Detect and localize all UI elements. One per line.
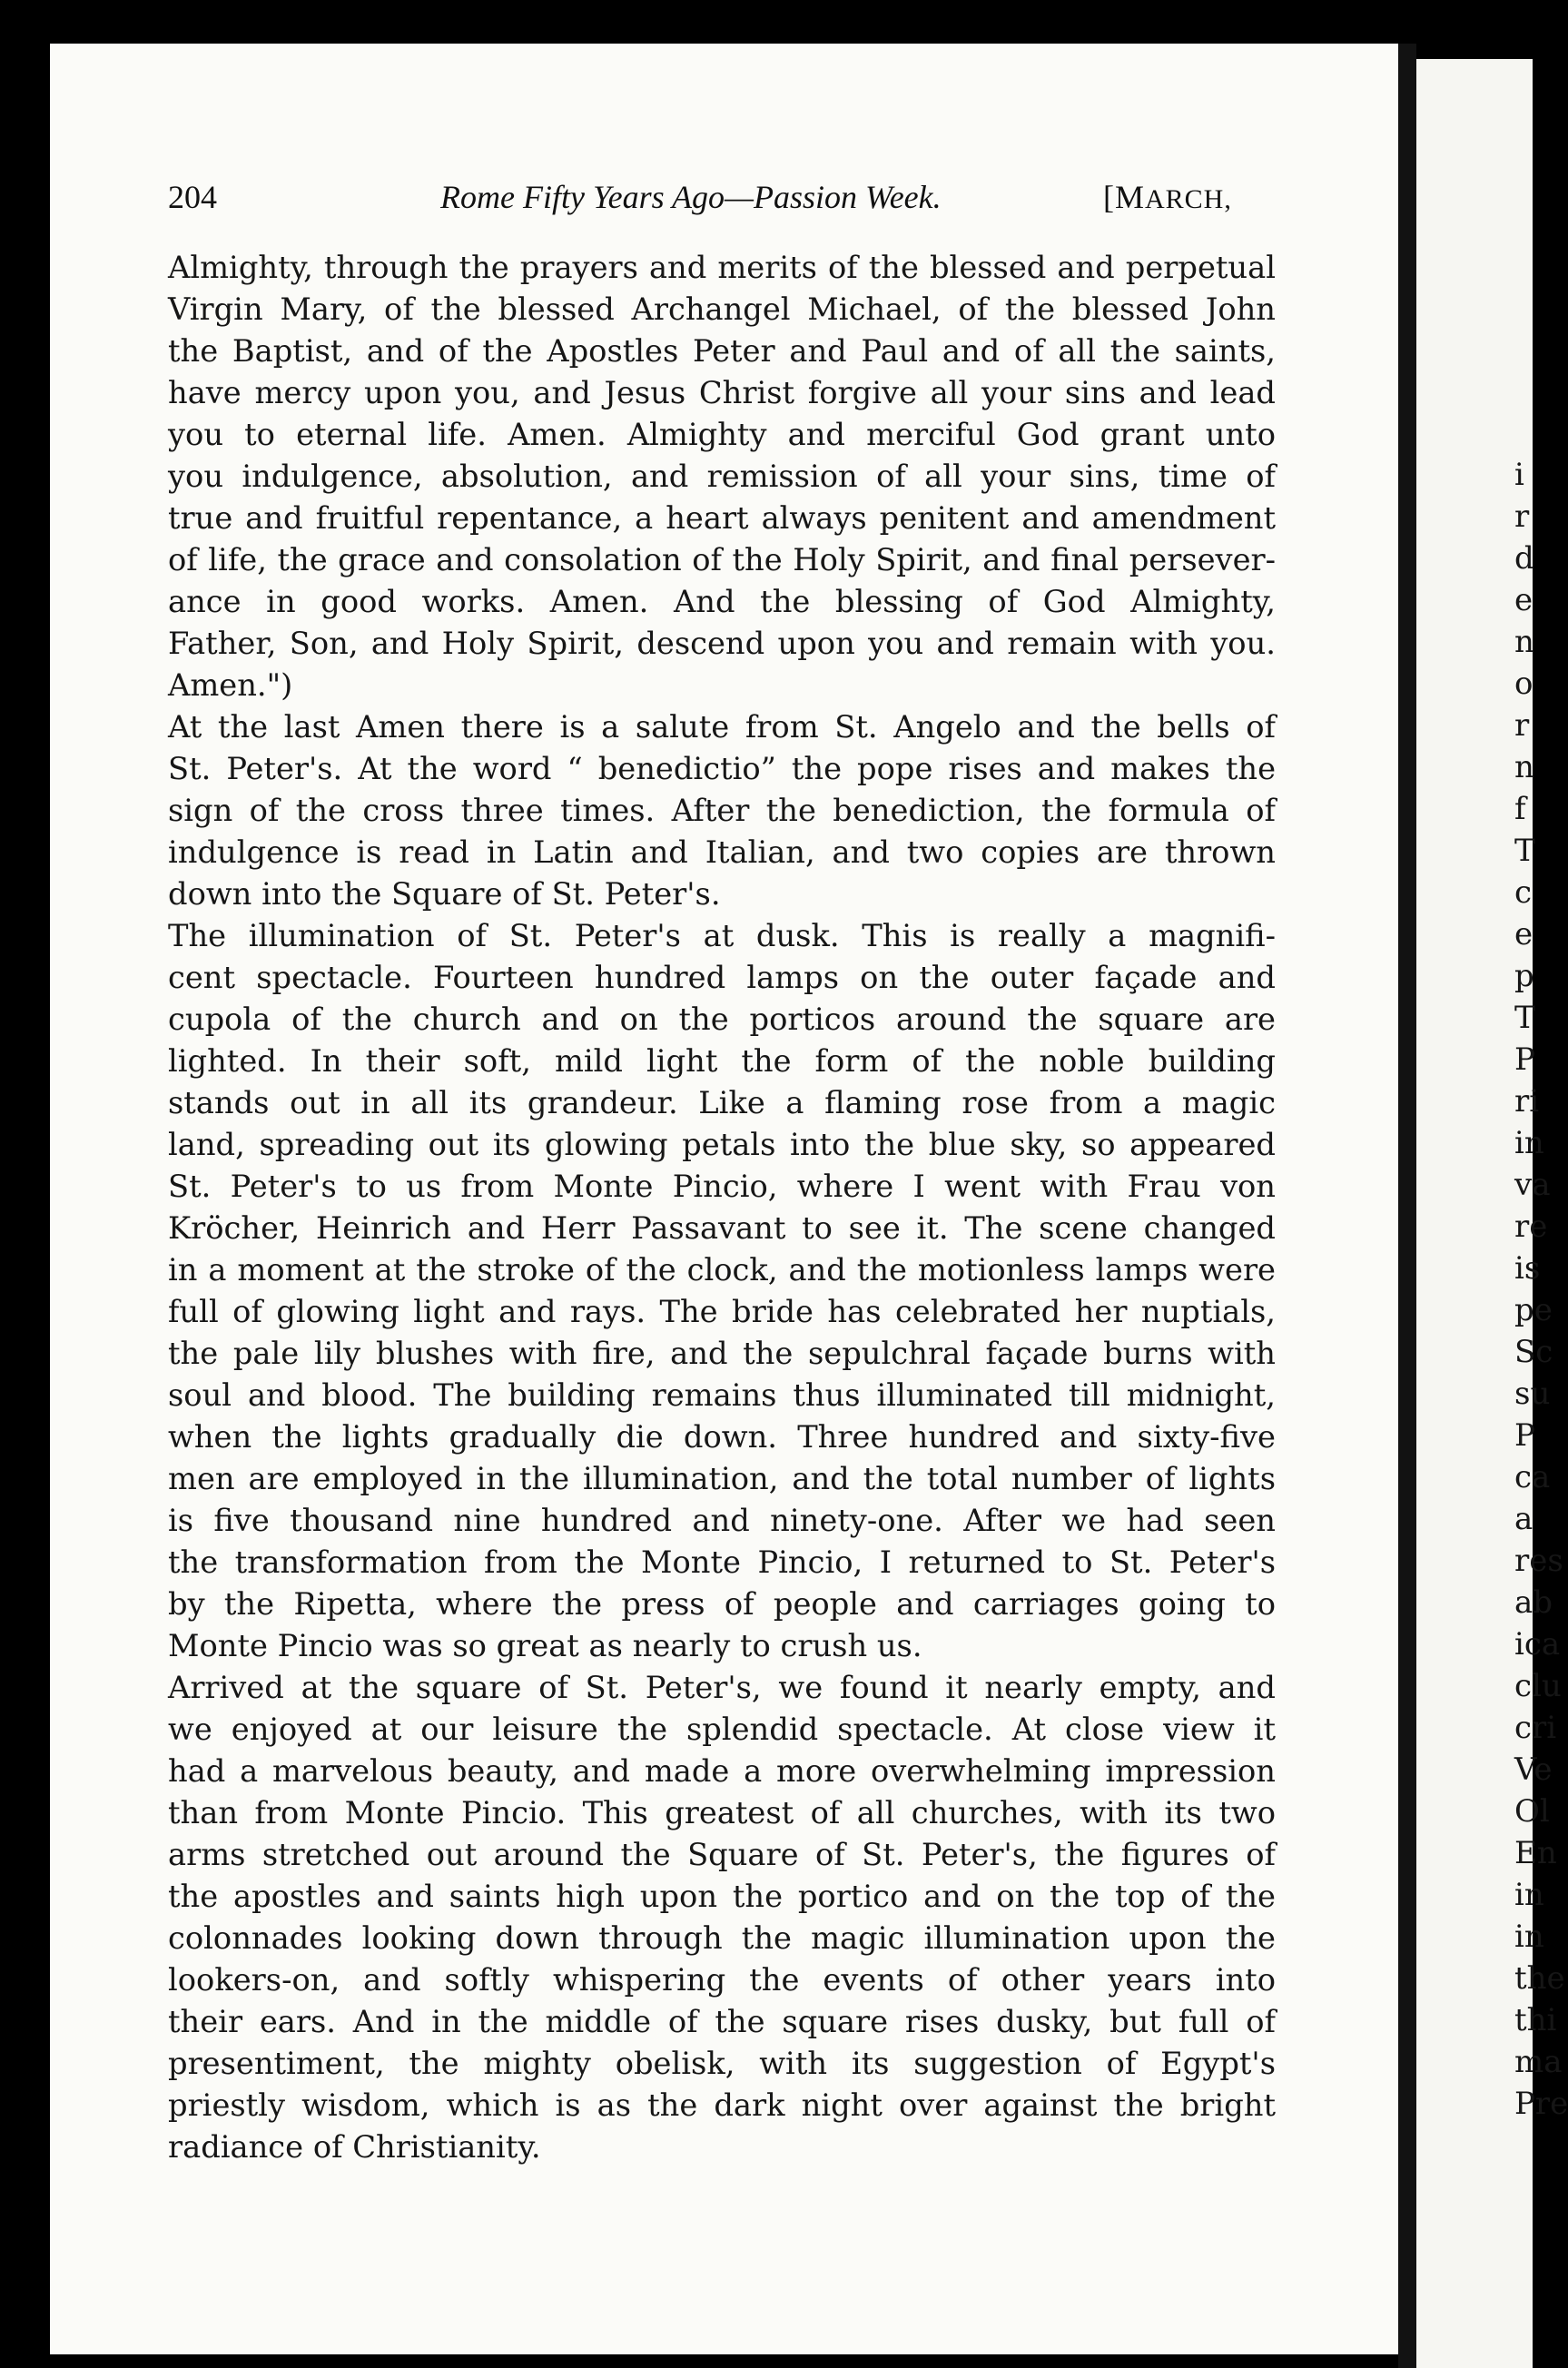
- text-line: of life, the grace and consolation of the Holy Spirit, and final persever-: [168, 542, 1276, 577]
- facing-page-fragment: T: [1514, 833, 1535, 869]
- text-line: the Baptist, and of the Apostles Peter and Paul and of all the saints,: [168, 333, 1276, 369]
- text-line: indulgence is read in Latin and Italian, and two copies are thrown: [168, 834, 1276, 870]
- page-gutter: [1398, 44, 1416, 2368]
- text-line: the transformation from the Monte Pincio, I returned to St. Peter's: [168, 1544, 1276, 1580]
- facing-page-fragment: ri: [1514, 1083, 1540, 1120]
- text-line: we enjoyed at our leisure the splendid spectacle. At close view it: [168, 1712, 1276, 1747]
- running-title: Rome Fifty Years Ago—Passion Week.: [440, 179, 942, 215]
- text-line: colonnades looking down through the magic illumination upon the: [168, 1920, 1276, 1956]
- facing-page-fragment: ma: [1514, 2044, 1563, 2080]
- text-line: the apostles and saints high upon the portico and on the top of the: [168, 1879, 1276, 1914]
- facing-page-fragments: [1514, 454, 1568, 2125]
- text-line: men are employed in the illumination, and the total number of lights: [168, 1461, 1276, 1496]
- text-line: ance in good works. Amen. And the blessing of God Almighty,: [168, 584, 1276, 619]
- facing-page-fragment: is: [1514, 1250, 1541, 1287]
- text-line: presentiment, the mighty obelisk, with its suggestion of Egypt's: [168, 2046, 1276, 2081]
- text-line: At the last Amen there is a salute from St. Angelo and the bells of: [168, 709, 1276, 745]
- facing-page-fragment: r: [1514, 498, 1530, 535]
- facing-page-fragment: e: [1514, 582, 1533, 618]
- facing-page-fragment: n: [1514, 749, 1534, 785]
- text-line: radiance of Christianity.: [168, 2129, 541, 2165]
- text-line: land, spreading out its glowing petals into the blue sky, so appeared: [168, 1127, 1276, 1162]
- facing-page-fragment: P: [1514, 1041, 1535, 1078]
- text-line: Amen."): [168, 667, 293, 703]
- text-line: sign of the cross three times. After the benediction, the formula of: [168, 793, 1276, 828]
- facing-page-fragment: in: [1514, 1877, 1544, 1913]
- text-line: lighted. In their soft, mild light the form of the noble building: [168, 1043, 1276, 1079]
- facing-page-fragment: c: [1514, 874, 1533, 911]
- text-line: down into the Square of St. Peter's.: [168, 876, 721, 912]
- facing-page-fragment: Pre: [1514, 2086, 1568, 2122]
- facing-page-fragment: pe: [1514, 1292, 1553, 1328]
- facing-page-fragment: T: [1514, 1000, 1535, 1036]
- text-line: when the lights gradually die down. Three hundred and sixty-five: [168, 1419, 1276, 1455]
- facing-page-fragment: a: [1514, 1501, 1533, 1537]
- text-line: is five thousand nine hundred and ninety-one. After we had seen: [168, 1503, 1276, 1538]
- text-line: soul and blood. The building remains thus illuminated till midnight,: [168, 1377, 1276, 1413]
- text-line: full of glowing light and rays. The bride has celebrated her nuptials,: [168, 1294, 1276, 1329]
- facing-page-fragment: ab: [1514, 1584, 1553, 1621]
- text-line: Kröcher, Heinrich and Herr Passavant to see it. The scene changed: [168, 1210, 1276, 1246]
- facing-page-fragment: n: [1514, 624, 1534, 660]
- text-line: cent spectacle. Fourteen hundred lamps on the outer façade and: [168, 960, 1276, 995]
- text-line: lookers-on, and softly whispering the events of other years into: [168, 1962, 1276, 1998]
- facing-page-fragment: cri: [1514, 1710, 1557, 1746]
- page-number: 204: [168, 179, 217, 215]
- facing-page-fragment: p: [1514, 958, 1534, 994]
- text-line: Arrived at the square of St. Peter's, we found it nearly empty, and: [168, 1670, 1276, 1705]
- text-line: cupola of the church and on the porticos around the square are: [168, 1001, 1276, 1037]
- text-line: Almighty, through the prayers and merits of the blessed and perpetual: [168, 250, 1276, 285]
- facing-page-fragment: En: [1514, 1835, 1557, 1871]
- text-line: Monte Pincio was so great as nearly to crush us.: [168, 1628, 922, 1663]
- facing-page-fragment: Ol: [1514, 1793, 1550, 1830]
- facing-page-fragment: clu: [1514, 1668, 1562, 1704]
- facing-page-fragment: va: [1514, 1167, 1551, 1203]
- facing-page-fragment: r: [1514, 707, 1530, 744]
- text-line: by the Ripetta, where the press of people and carriages going to: [168, 1586, 1276, 1622]
- text-line: have mercy upon you, and Jesus Christ forgive all your sins and lead: [168, 375, 1276, 410]
- facing-page-fragment: res: [1514, 1543, 1563, 1579]
- facing-page-fragment: e: [1514, 916, 1533, 952]
- text-line: had a marvelous beauty, and made a more overwhelming impression: [168, 1753, 1276, 1789]
- text-line: you to eternal life. Amen. Almighty and merciful God grant unto: [168, 417, 1276, 452]
- facing-page-fragment: thi: [1514, 2002, 1557, 2038]
- facing-page-fragment: su: [1514, 1376, 1551, 1412]
- facing-page-fragment: f: [1514, 791, 1526, 827]
- text-line: in a moment at the stroke of the clock, and the motionless lamps were: [168, 1252, 1276, 1288]
- running-head: [168, 169, 1276, 223]
- text-line: priestly wisdom, which is as the dark night over against the bright: [168, 2087, 1276, 2123]
- text-line: Virgin Mary, of the blessed Archangel Michael, of the blessed John: [168, 291, 1276, 327]
- text-line: The illumination of St. Peter's at dusk. This is really a magnifi-: [168, 918, 1276, 953]
- body-text: [168, 247, 1276, 2168]
- text-line: arms stretched out around the Square of St. Peter's, the figures of: [168, 1837, 1276, 1872]
- facing-page-fragment: re: [1514, 1209, 1548, 1245]
- facing-page-fragment: ica: [1514, 1626, 1561, 1663]
- running-month: [1103, 178, 1232, 216]
- facing-page-fragment: ca: [1514, 1459, 1551, 1495]
- text-line: you indulgence, absolution, and remission of all your sins, time of: [168, 459, 1276, 494]
- facing-page-fragment: the: [1514, 1960, 1565, 1997]
- running-month-rest: ARCH,: [1145, 184, 1232, 214]
- facing-page-fragment: o: [1514, 666, 1533, 702]
- text-line: their ears. And in the middle of the square rises dusky, but full of: [168, 2004, 1276, 2039]
- text-line: St. Peter's to us from Monte Pincio, where I went with Frau von: [168, 1169, 1276, 1204]
- text-line: St. Peter's. At the word “ benedictio” the pope rises and makes the: [168, 751, 1276, 786]
- facing-page-fragment: Sc: [1514, 1334, 1553, 1370]
- text-line: true and fruitful repentance, a heart always penitent and amendment: [168, 500, 1276, 536]
- text-line: stands out in all its grandeur. Like a flaming rose from a magic: [168, 1085, 1276, 1120]
- facing-page-fragment: Ve: [1514, 1751, 1553, 1788]
- facing-page-fragment: P: [1514, 1417, 1535, 1454]
- facing-page-fragment: i: [1514, 457, 1524, 493]
- facing-page-fragment: in: [1514, 1919, 1544, 1955]
- facing-page-fragment: d: [1514, 540, 1534, 577]
- text-line: the pale lily blushes with fire, and the sepulchral façade burns with: [168, 1336, 1276, 1371]
- text-line: Father, Son, and Holy Spirit, descend upon you and remain with you.: [168, 626, 1276, 661]
- facing-page-fragment: in: [1514, 1125, 1544, 1161]
- running-month-open: [M: [1103, 179, 1145, 215]
- text-line: than from Monte Pincio. This greatest of all churches, with its two: [168, 1795, 1276, 1830]
